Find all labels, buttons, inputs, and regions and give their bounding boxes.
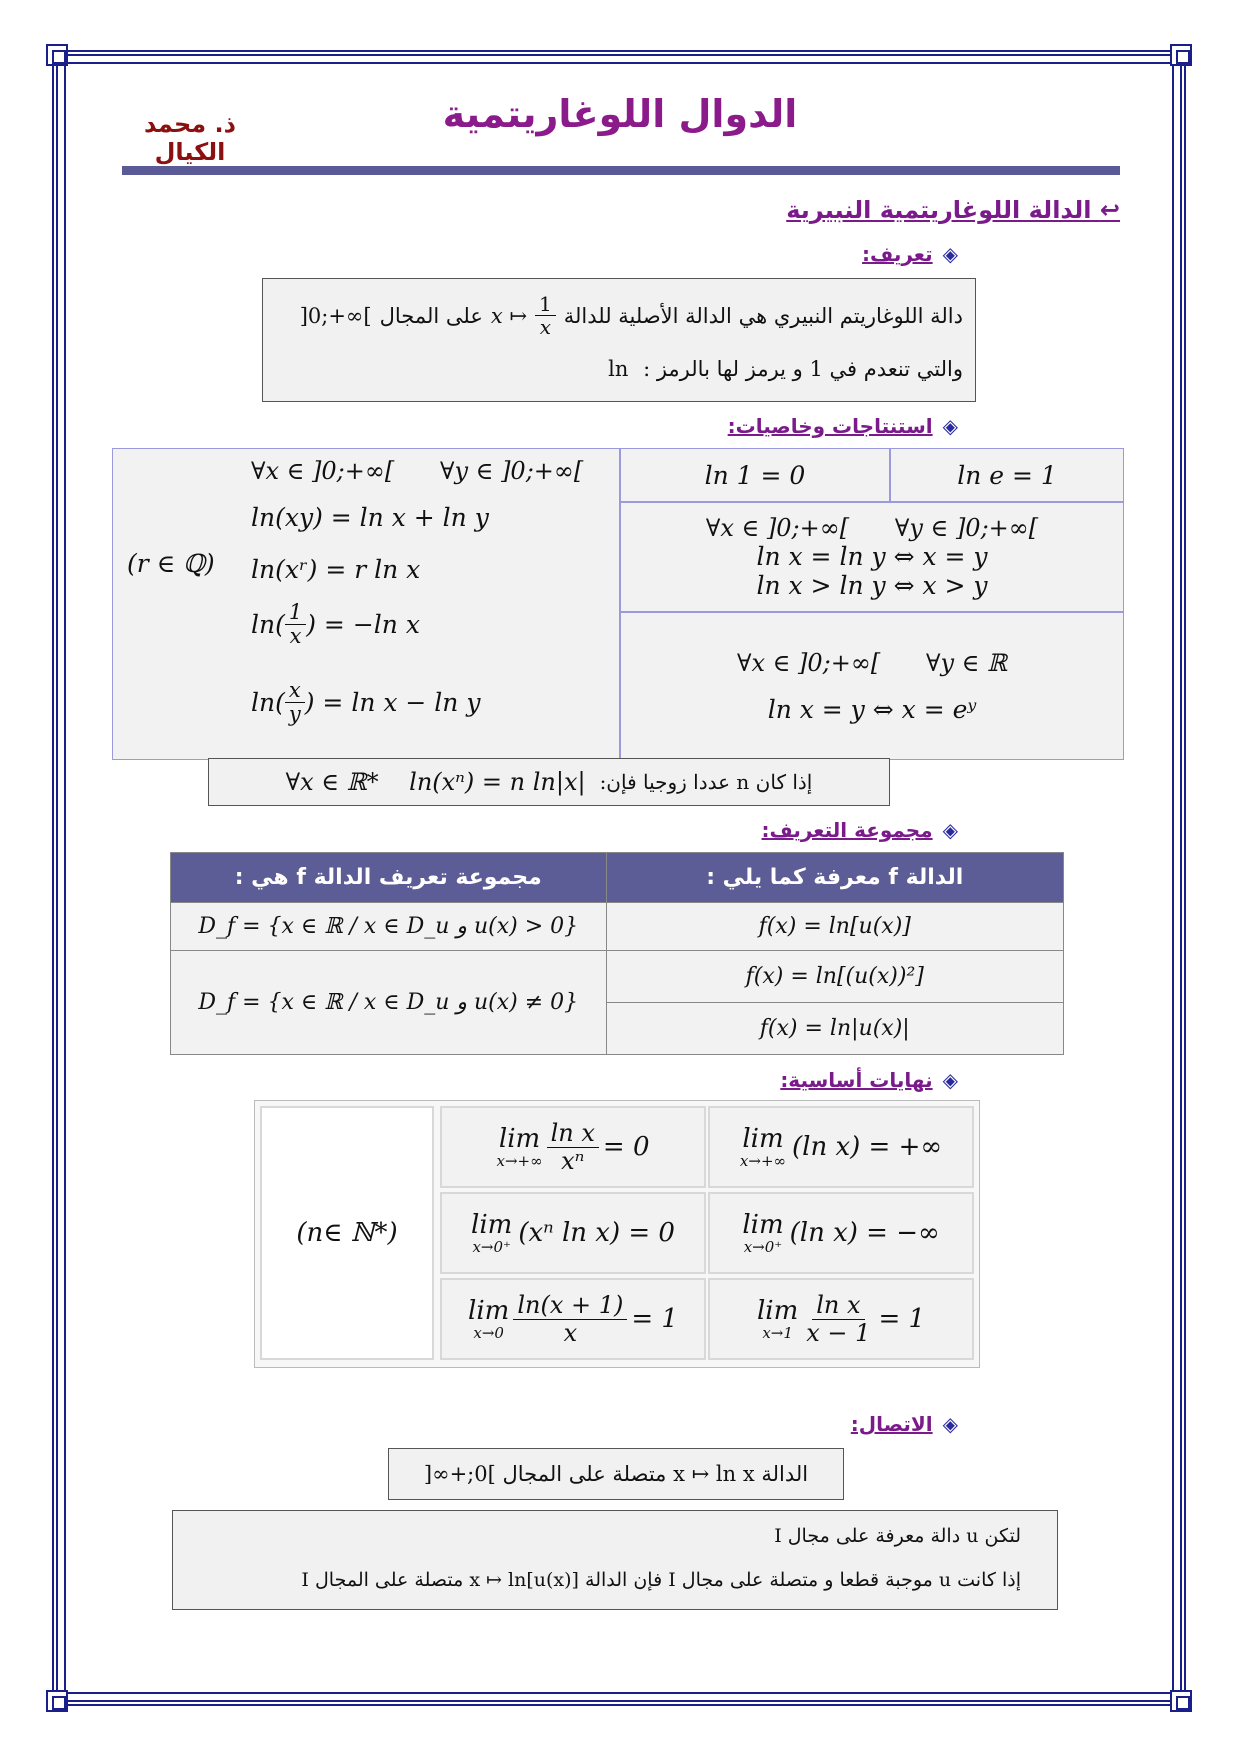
continuity-box-2: لتكن u دالة معرفة على مجال I إذا كانت u موجبة قطعا و متصلة على مجال I فإن الدالة x ↦ ln[u(x)] متصلة على المجال I [172,1510,1058,1610]
domain-heading: ◈مجموعة التعريف: [761,818,958,842]
diamond-bullet-icon: ◈ [942,414,958,438]
definition-line-2: والتي تنعدم في 1 و يرمز لها بالرمز : ln [608,357,963,381]
even-power-box: ∀x ∈ ℝ* ln(xⁿ) = n ln|x| إذا كان n عددا زوجيا فإن: [208,758,890,806]
limit-cell: lim x→+∞ (ln x) = +∞ [708,1106,974,1188]
properties-heading: ◈استنتاجات وخاصيات: [727,414,958,438]
page-title: الدوال اللوغاريتمية [442,92,798,136]
continuity-box-1: الدالة x ↦ ln x متصلة على المجال ]0;+∞[ [388,1448,844,1500]
diamond-bullet-icon: ◈ [942,1412,958,1436]
log-rules-cell: ∀x ∈ ]0;+∞[ ∀y ∈ ]0;+∞[ ln(xy) = ln x + ln y (r ∈ ℚ) ln(xʳ) = r ln x ln( $\frac{1}{x}$ ) = −ln x ln( $\frac{x}{y}$ ) = ln x − ln y [112,448,620,760]
limit-cell: lim x→1 $\frac{\text{ln x}}{x - 1}$ = 1 [708,1278,974,1360]
section-title: ↩ الدالة اللوغاريتمية النبيرية [786,196,1120,224]
domain-cell: D_f = {x ∈ ℝ / x ∈ D_u و u(x) ≠ 0} [171,951,607,1055]
limit-cell: lim x→0⁺ (xⁿ ln x) = 0 [440,1192,706,1274]
domain-table [170,852,1064,1055]
ln-one-cell: ln 1 = 0 [620,448,890,502]
limit-cell: lim x→0⁺ (ln x) = −∞ [708,1192,974,1274]
definition-heading: ◈تعريف: [862,242,958,266]
header-divider [122,166,1120,175]
monotonic-cell: ∀x ∈ ]0;+∞[ ∀y ∈ ]0;+∞[ ln x = ln y ⇔ x = y ln x > ln y ⇔ x > y [620,502,1124,612]
rational-condition: (r ∈ ℚ) [127,549,215,578]
quotient-rule: ln( $\frac{x}{y}$ ) = ln x − ln y [251,678,481,727]
author-name: ذ. محمد الكيال [144,110,236,166]
definition-line-1: دالة اللوغاريتم النبيري هي الدالة الأصلية للدالة $\frac{1}{x}$ x ↦ على المجال ]0;+∞[ [299,292,963,339]
domain-cell: D_f = {x ∈ ℝ / x ∈ D_u و u(x) > 0} [171,903,607,951]
return-arrow-icon: ↩ [1099,196,1120,224]
exponential-cell: ∀x ∈ ]0;+∞[ ∀y ∈ ℝ ln x = y ⇔ x = eʸ [620,612,1124,760]
limits-heading: ◈نهايات أساسية: [780,1068,958,1092]
function-cell: f(x) = ln|u(x)| [606,1003,1064,1055]
corner-ornament [1170,44,1192,66]
limit-cell: lim x→0 $\frac{\ln(x + 1)}{x}$ = 1 [440,1278,706,1360]
corner-ornament [46,1690,68,1712]
inverse-rule: ln( $\frac{1}{x}$ ) = −ln x [251,600,420,649]
natural-condition-cell: (n∈ ℕ*) [260,1106,434,1360]
one-over-x-fraction: $\frac{1}{x}$ [535,293,556,338]
table-header: الدالة f معرفة كما يلي : [606,853,1064,903]
diamond-bullet-icon: ◈ [942,1068,958,1092]
diamond-bullet-icon: ◈ [942,818,958,842]
corner-ornament [46,44,68,66]
ln-e-cell: ln e = 1 [890,448,1124,502]
definition-box [262,278,976,402]
continuity-heading: ◈الاتصال: [850,1412,958,1436]
function-cell: f(x) = ln[u(x)] [606,903,1064,951]
corner-ornament [1170,1690,1192,1712]
function-cell: f(x) = ln[(u(x))²] [606,951,1064,1003]
limit-cell: lim x→+∞ $\frac{\text{ln x}}{\text{xⁿ}}$ = 0 [440,1106,706,1188]
table-header: مجموعة تعريف الدالة f هي : [171,853,607,903]
diamond-bullet-icon: ◈ [942,242,958,266]
